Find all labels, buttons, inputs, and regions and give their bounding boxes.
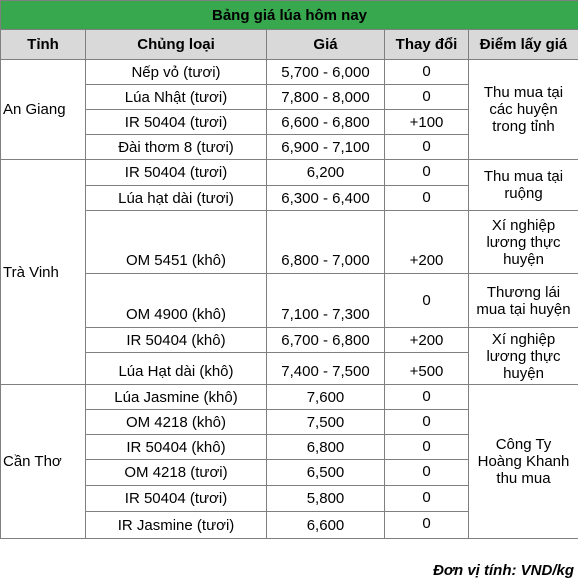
province-name: Cần Thơ (3, 453, 62, 470)
table-row (1, 60, 578, 85)
price-cell: 7,100 - 7,300 (267, 274, 385, 328)
table-row (1, 160, 578, 186)
change-cell: 0 (385, 135, 469, 160)
change-cell: 0 (385, 512, 469, 539)
change-cell: 0 (385, 160, 469, 186)
change-cell: +200 (385, 211, 469, 274)
province-name: An Giang (3, 101, 66, 118)
change-cell: +200 (385, 328, 469, 353)
variety-cell: Lúa Nhật (tươi) (86, 85, 267, 110)
change-cell: 0 (385, 85, 469, 110)
price-cell: 7,600 (267, 385, 385, 410)
variety-cell: Lúa Jasmine (khô) (86, 385, 267, 410)
variety-cell: IR 50404 (tươi) (86, 160, 267, 186)
header-province: Tỉnh (1, 30, 86, 60)
variety-cell: OM 4218 (tươi) (86, 460, 267, 486)
variety-cell: OM 5451 (khô) (86, 211, 267, 274)
variety-cell: Đài thơm 8 (tươi) (86, 135, 267, 160)
table-row (1, 274, 578, 328)
price-cell: 6,900 - 7,100 (267, 135, 385, 160)
location-note: Thương lái mua tại huyện (469, 274, 578, 328)
change-cell: 0 (385, 385, 469, 410)
header-location: Điểm lấy giá (469, 30, 578, 60)
unit-note: Đơn vị tính: VND/kg (433, 562, 574, 579)
change-cell: 0 (385, 486, 469, 512)
location-note: Xí nghiệp lương thực huyện (469, 211, 578, 274)
province-cell (1, 60, 86, 160)
change-cell: 0 (385, 460, 469, 486)
header-variety: Chủng loại (86, 30, 267, 60)
price-cell: 6,800 (267, 435, 385, 460)
price-cell: 6,700 - 6,800 (267, 328, 385, 353)
price-cell: 6,500 (267, 460, 385, 486)
table-row (1, 328, 578, 353)
price-cell: 6,600 - 6,800 (267, 110, 385, 135)
change-cell: +100 (385, 110, 469, 135)
province-cell (1, 160, 86, 385)
change-cell: 0 (385, 274, 469, 328)
header-price: Giá (267, 30, 385, 60)
table-title: Bảng giá lúa hôm nay (1, 1, 578, 30)
variety-cell: OM 4900 (khô) (86, 274, 267, 328)
variety-cell: Nếp vỏ (tươi) (86, 60, 267, 85)
province-cell (1, 385, 86, 539)
price-cell: 5,800 (267, 486, 385, 512)
location-note: Xí nghiệp lương thực huyện (469, 328, 578, 385)
variety-cell: Lúa Hạt dài (khô) (86, 353, 267, 385)
location-note: Thu mua tại ruộng (469, 160, 578, 211)
variety-cell: IR 50404 (tươi) (86, 110, 267, 135)
price-cell: 6,200 (267, 160, 385, 186)
change-cell: 0 (385, 410, 469, 435)
change-cell: 0 (385, 435, 469, 460)
price-cell: 5,700 - 6,000 (267, 60, 385, 85)
change-cell: 0 (385, 60, 469, 85)
header-change: Thay đổi (385, 30, 469, 60)
variety-cell: IR 50404 (khô) (86, 435, 267, 460)
change-cell: 0 (385, 186, 469, 211)
price-cell: 7,500 (267, 410, 385, 435)
variety-cell: Lúa hạt dài (tươi) (86, 186, 267, 211)
table-row (1, 211, 578, 274)
price-cell: 7,800 - 8,000 (267, 85, 385, 110)
table-row (1, 385, 578, 410)
province-name: Trà Vinh (3, 263, 59, 281)
location-note: Công Ty Hoàng Khanh thu mua (469, 385, 578, 539)
change-cell: +500 (385, 353, 469, 385)
price-cell: 7,400 - 7,500 (267, 353, 385, 385)
variety-cell: IR 50404 (khô) (86, 328, 267, 353)
price-cell: 6,800 - 7,000 (267, 211, 385, 274)
variety-cell: IR Jasmine (tươi) (86, 512, 267, 539)
variety-cell: IR 50404 (tươi) (86, 486, 267, 512)
price-cell: 6,600 (267, 512, 385, 539)
location-note: Thu mua tại các huyện trong tỉnh (469, 60, 578, 160)
variety-cell: OM 4218 (khô) (86, 410, 267, 435)
price-cell: 6,300 - 6,400 (267, 186, 385, 211)
